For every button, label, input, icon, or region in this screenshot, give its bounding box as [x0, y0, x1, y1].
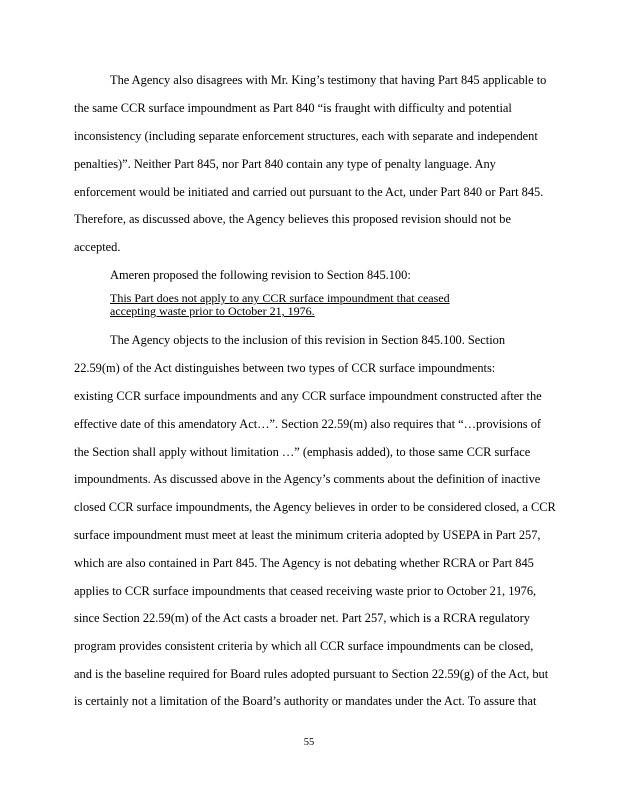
paragraph-line: program provides consistent criteria by which all CCR surface impoundments can be closed,	[74, 639, 534, 653]
paragraph-line: since Section 22.59(m) of the Act casts a broader net. Part 257, which is a RCRA regulatory	[74, 611, 530, 625]
paragraph-line: The Agency also disagrees with Mr. King’s testimony that having Part 845 applicable to	[110, 73, 547, 87]
paragraph-line: existing CCR surface impoundments and any CCR surface impoundment constructed after the	[74, 389, 542, 403]
paragraph-line: The Agency objects to the inclusion of this revision in Section 845.100. Section	[110, 333, 506, 347]
page-number: 55	[303, 737, 315, 748]
paragraph-line: effective date of this amendatory Act…”. Section 22.59(m) also requires that “…provisions of	[74, 417, 542, 431]
paragraph-line: and is the baseline required for Board rules adopted pursuant to Section 22.59(g) of the Act, but	[74, 667, 549, 681]
paragraph-line: accepted.	[74, 240, 121, 254]
paragraph-line: the same CCR surface impoundment as Part 840 “is fraught with difficulty and potential	[74, 101, 512, 115]
paragraph-line: 22.59(m) of the Act distinguishes between two types of CCR surface impoundments:	[74, 361, 496, 375]
paragraph-line: is certainly not a limitation of the Board’s authority or mandates under the Act. To assure that	[74, 694, 537, 708]
proposed-revision-line: This Part does not apply to any CCR surface impoundment that ceased	[110, 291, 450, 305]
ameren-intro: Ameren proposed the following revision to Section 845.100:	[110, 268, 411, 282]
paragraph-line: closed CCR surface impoundments, the Agency believes in order to be considered closed, a CCR	[74, 500, 556, 514]
paragraph-line: applies to CCR surface impoundments that ceased receiving waste prior to October 21, 1976,	[74, 584, 537, 598]
paragraph-line: impoundments. As discussed above in the Agency’s comments about the definition of inactive	[74, 472, 541, 486]
paragraph-line: enforcement would be initiated and carried out pursuant to the Act, under Part 840 or Part 845.	[74, 185, 544, 199]
paragraph-line: which are also contained in Part 845. The Agency is not debating whether RCRA or Part 845	[74, 556, 534, 570]
paragraph-line: Therefore, as discussed above, the Agency believes this proposed revision should not be	[74, 212, 512, 226]
proposed-revision-line: accepting waste prior to October 21, 1976.	[110, 304, 315, 318]
paragraph-line: penalties)”. Neither Part 845, nor Part 840 contain any type of penalty language. Any	[74, 157, 496, 171]
paragraph-line: the Section shall apply without limitation …” (emphasis added), to those same CCR surface	[74, 445, 531, 459]
paragraph-line: inconsistency (including separate enforcement structures, each with separate and independent	[74, 129, 538, 143]
paragraph-line: surface impoundment must meet at least the minimum criteria adopted by USEPA in Part 257,	[74, 528, 541, 542]
